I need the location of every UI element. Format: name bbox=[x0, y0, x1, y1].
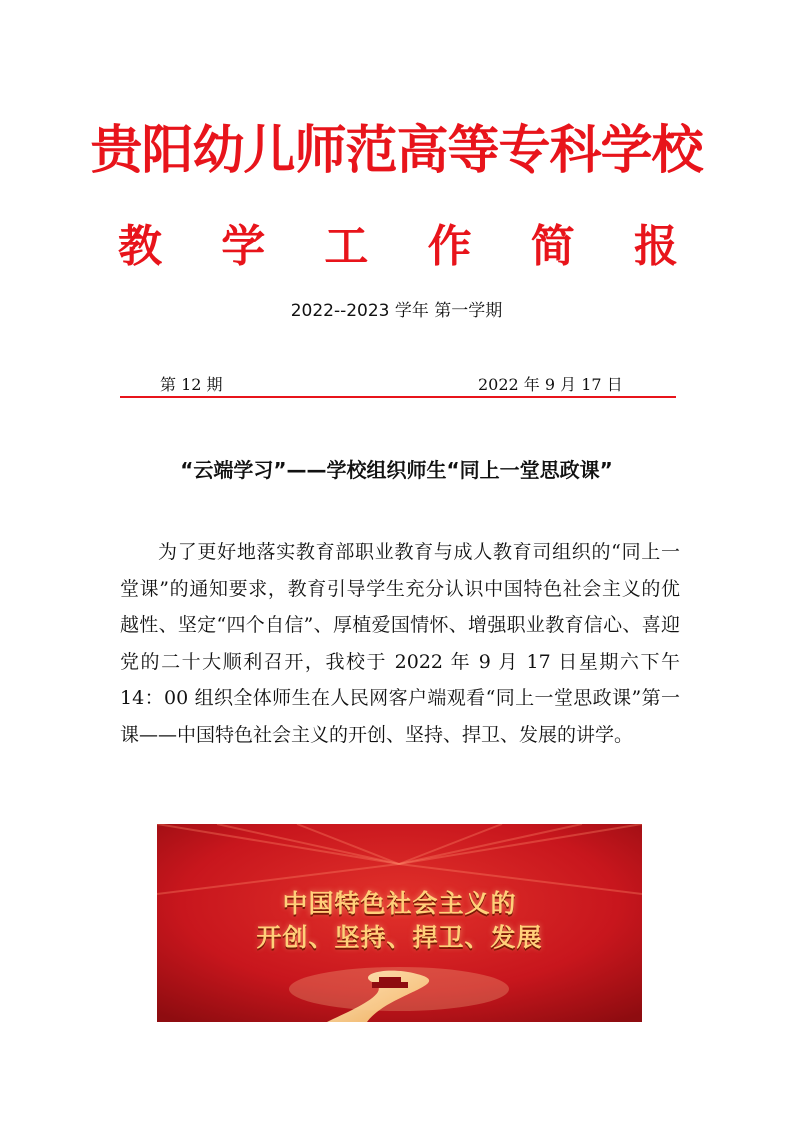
article-body: 为了更好地落实教育部职业教育与成人教育司组织的“同上一堂课”的通知要求，教育引导学生充分认识中国特色社会主义的优越性、坚定“四个自信”、厚植爱国情怀、增强职业教育信心、喜迎党的二十大顺利召开，我校于 2022 年 9 月 17 日星期六下午 14：00 组织全体师生在人民网客户端观看“同上一堂思政课”第一课——中国特色社会主义的开创、坚持、捍卫、发展的讲学。 bbox=[120, 541, 680, 746]
header-divider bbox=[120, 396, 676, 398]
issue-number: 第 12 期 bbox=[160, 375, 223, 394]
bulletin-char: 作 bbox=[427, 221, 472, 272]
bulletin-char: 工 bbox=[324, 221, 369, 272]
academic-term: 2022--2023 学年 第一学期 bbox=[290, 301, 503, 321]
article-headline: “云端学习”——学校组织师生“同上一堂思政课” bbox=[180, 458, 613, 482]
bulletin-char: 报 bbox=[633, 221, 678, 272]
school-name: 贵阳幼儿师范高等专科学校 bbox=[90, 120, 703, 181]
photo-caption-line1: 中国特色社会主义的 bbox=[282, 889, 517, 918]
bulletin-char: 简 bbox=[530, 221, 575, 272]
photo-caption-line2: 开创、坚持、捍卫、发展 bbox=[256, 923, 543, 952]
issue-date: 2022 年 9 月 17 日 bbox=[478, 375, 623, 394]
bulletin-char: 教 bbox=[118, 221, 162, 272]
bulletin-char: 学 bbox=[221, 221, 266, 272]
bulletin-title bbox=[118, 210, 678, 274]
lecture-screenshot bbox=[157, 824, 642, 1022]
